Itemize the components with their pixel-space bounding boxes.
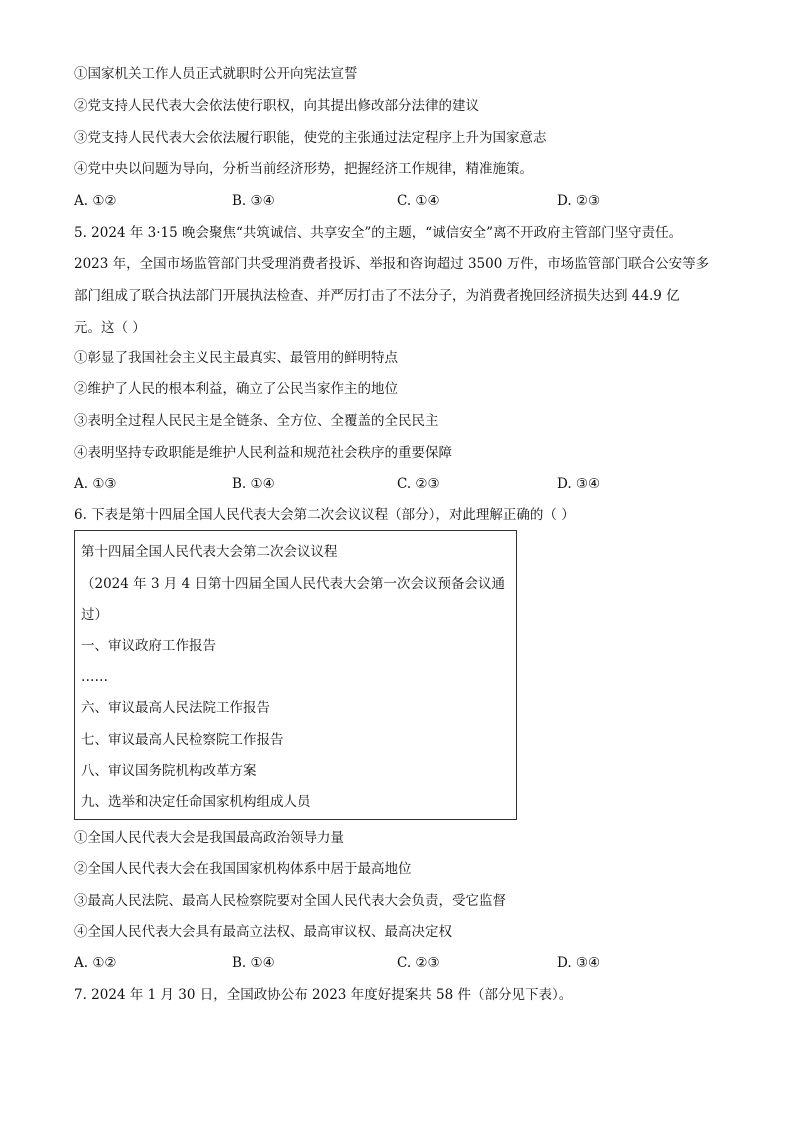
agenda-title: 第十四届全国人民代表大会第二次会议议程 [81, 544, 338, 560]
q4-option-c: C. ①④ [397, 193, 440, 209]
q5-option-b: B. ①④ [232, 476, 275, 492]
q5-stem-line-2: 2023 年，全国市场监管部门共受理消费者投诉、举报和咨询超过 3500 万件，市场监管部门联合公安等多 [74, 256, 710, 272]
q4-option-b: B. ③④ [232, 193, 275, 209]
q4-item-4: ④党中央以问题为导向，分析当前经济形势，把握经济工作规律，精准施策。 [74, 161, 533, 177]
agenda-item-8: 八、审议国务院机构改革方案 [81, 763, 257, 779]
q6-option-c: C. ②③ [397, 955, 440, 971]
q5-option-a: A. ①③ [74, 476, 117, 492]
q7-stem: 7. 2024 年 1 月 30 日，全国政协公布 2023 年度好提案共 58 件（部分见下表）。 [74, 987, 573, 1003]
q4-item-1: ①国家机关工作人员正式就职时公开向宪法宣誓 [74, 66, 358, 82]
q4-options [74, 191, 614, 211]
agenda-item-7: 七、审议最高人民检察院工作报告 [81, 732, 284, 748]
agenda-item-9: 九、选举和决定任命国家机构组成人员 [81, 794, 311, 810]
q6-item-2: ②全国人民代表大会在我国国家机构体系中居于最高地位 [74, 861, 412, 877]
q5-item-4: ④表明坚持专政职能是维护人民利益和规范社会秩序的重要保障 [74, 445, 452, 461]
agenda-note-line-2: 过） [81, 607, 108, 623]
q6-options [74, 953, 614, 973]
q6-item-3: ③最高人民法院、最高人民检察院要对全国人民代表大会负责，受它监督 [74, 893, 506, 909]
q5-item-2: ②维护了人民的根本利益，确立了公民当家作主的地位 [74, 381, 398, 397]
q4-item-3: ③党支持人民代表大会依法履行职能，使党的主张通过法定程序上升为国家意志 [74, 130, 547, 146]
q6-option-a: A. ①② [74, 955, 117, 971]
q5-option-c: C. ②③ [397, 476, 440, 492]
q6-option-b: B. ①④ [232, 955, 275, 971]
q5-stem-line-1: 5. 2024 年 3·15 晚会聚焦“共筑诚信、共享安全”的主题，“诚信安全”离不开政府主管部门坚守责任。 [74, 225, 683, 241]
q4-option-a: A. ①② [74, 193, 117, 209]
agenda-ellipsis: …… [81, 669, 108, 685]
q5-options [74, 474, 614, 494]
q6-option-d: D. ③④ [557, 955, 601, 971]
q6-item-1: ①全国人民代表大会是我国最高政治领导力量 [74, 830, 344, 846]
q4-item-2: ②党支持人民代表大会依法使行职权，向其提出修改部分法律的建议 [74, 98, 479, 114]
q5-item-3: ③表明全过程人民民主是全链条、全方位、全覆盖的全民民主 [74, 413, 439, 429]
q6-item-4: ④全国人民代表大会具有最高立法权、最高审议权、最高决定权 [74, 924, 452, 940]
agenda-item-6: 六、审议最高人民法院工作报告 [81, 700, 270, 716]
agenda-item-1: 一、审议政府工作报告 [81, 638, 216, 654]
q5-item-1: ①彰显了我国社会主义民主最真实、最管用的鲜明特点 [74, 350, 398, 366]
q5-stem-line-4: 元。这（ ） [74, 320, 146, 336]
q5-option-d: D. ③④ [557, 476, 601, 492]
q5-stem-line-3: 部门组成了联合执法部门开展执法检查、并严厉打击了不法分子，为消费者挽回经济损失达到 44.9 亿 [74, 288, 680, 304]
agenda-table [74, 530, 517, 820]
q4-option-d: D. ②③ [557, 193, 601, 209]
q6-stem: 6. 下表是第十四届全国人民代表大会第二次会议议程（部分），对此理解正确的（ ） [74, 507, 575, 523]
agenda-note-line-1: （2024 年 3 月 4 日第十四届全国人民代表大会第一次会议预备会议通 [81, 576, 505, 592]
